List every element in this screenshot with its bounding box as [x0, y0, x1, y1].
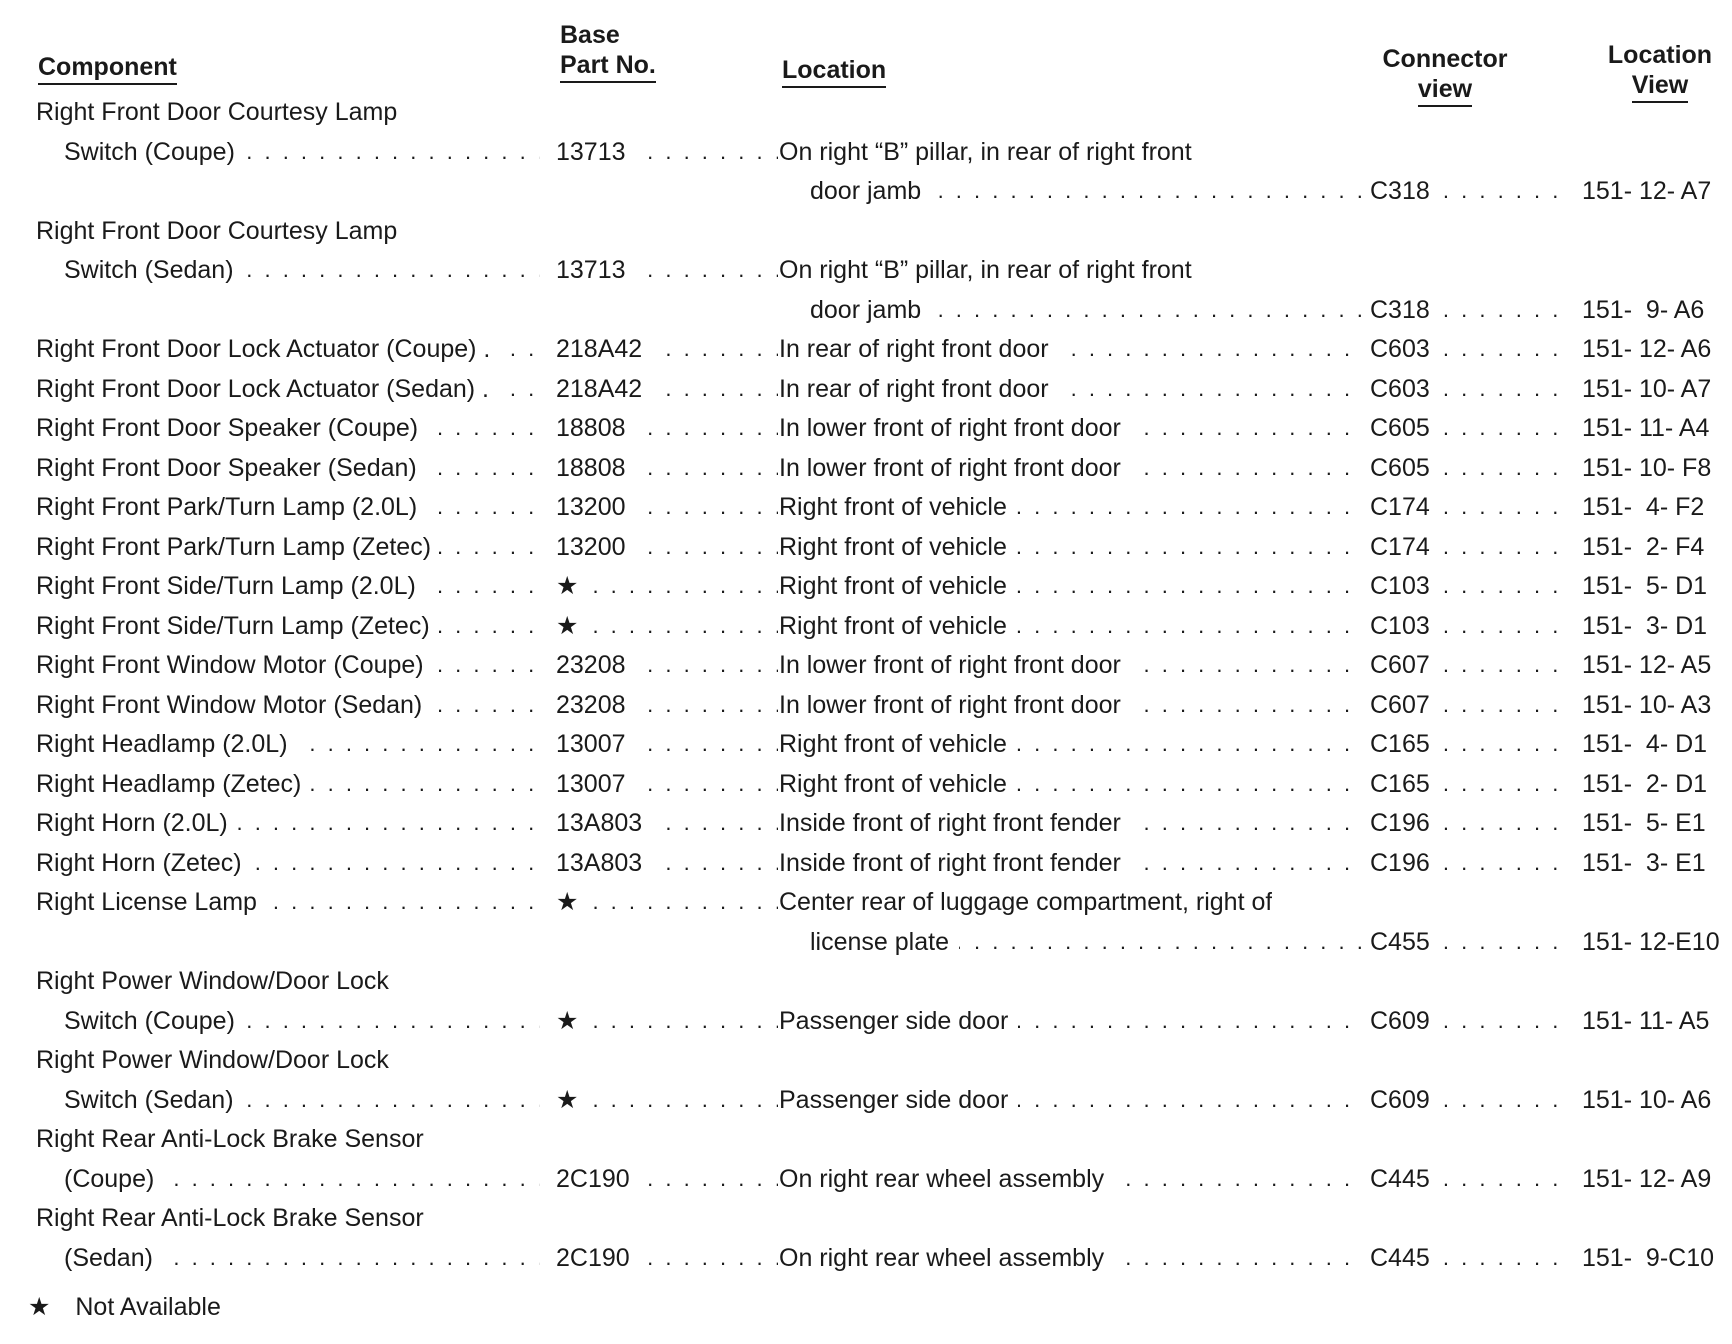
- table-row: [0, 411, 1732, 445]
- component-cell: Right Horn (Zetec): [36, 846, 250, 880]
- location-cell: On right rear wheel assembly: [779, 1162, 1114, 1196]
- table-row: [0, 688, 1732, 722]
- part-number-cell: 18808: [556, 411, 636, 445]
- header-component-label: Component: [38, 52, 177, 85]
- part-number-cell: 23208: [556, 688, 636, 722]
- header-connector-line2: view: [1418, 74, 1472, 107]
- component-cell: Right Power Window/Door Lock: [36, 1046, 389, 1074]
- leader-dots: [556, 885, 778, 919]
- part-number-cell: 2C190: [556, 1241, 640, 1275]
- location-cell: Right front of vehicle: [779, 569, 1017, 603]
- table-row: [0, 1043, 1732, 1077]
- location-cell: Right front of vehicle: [779, 609, 1017, 643]
- component-cell: Right Front Park/Turn Lamp (2.0L): [36, 490, 425, 524]
- component-cell: Right Front Door Courtesy Lamp: [36, 98, 398, 126]
- footnote-text: Not Available: [75, 1293, 221, 1321]
- component-cell: Right Rear Anti-Lock Brake Sensor: [36, 1125, 424, 1153]
- component-cell: Right Power Window/Door Lock: [36, 967, 389, 995]
- location-cell: In rear of right front door: [779, 372, 1059, 406]
- part-number-cell: 13007: [556, 727, 636, 761]
- table-row: [0, 925, 1732, 959]
- header-location-label: Location: [782, 55, 886, 88]
- table-row: [0, 1162, 1732, 1196]
- location-view-cell: 151- 12- A9: [1582, 1164, 1712, 1193]
- header-base-part-line2: Part No.: [560, 50, 656, 83]
- component-cell: Right Horn (2.0L): [36, 806, 236, 840]
- header-location: [782, 55, 886, 88]
- location-cell: Right front of vehicle: [779, 767, 1017, 801]
- connector-cell: C445: [1370, 1162, 1440, 1196]
- component-cell: Right Front Door Lock Actuator (Sedan) .: [36, 372, 497, 406]
- component-cell: Right Rear Anti-Lock Brake Sensor: [36, 1204, 424, 1232]
- table-row: [0, 253, 1732, 287]
- part-number-cell: ★: [556, 1004, 588, 1038]
- part-number-cell: ★: [556, 885, 588, 919]
- connector-cell: C174: [1370, 490, 1440, 524]
- component-cell: Right Front Side/Turn Lamp (2.0L): [36, 569, 424, 603]
- header-location-view-line1: Location: [1607, 41, 1713, 69]
- connector-cell: C445: [1370, 1241, 1440, 1275]
- connector-cell: C603: [1370, 332, 1440, 366]
- connector-cell: C165: [1370, 727, 1440, 761]
- header-base-part: [560, 20, 656, 83]
- component-cell: Right Front Window Motor (Sedan): [36, 688, 430, 722]
- table-row: [0, 609, 1732, 643]
- location-cell: On right rear wheel assembly: [779, 1241, 1114, 1275]
- location-view-cell: 151- 5- E1: [1582, 809, 1706, 837]
- part-number-cell: ★: [556, 609, 588, 643]
- part-number-cell: 13A803: [556, 846, 652, 880]
- table-row: [0, 1201, 1732, 1235]
- component-cell: (Sedan): [64, 1241, 161, 1275]
- part-number-cell: 13713: [556, 253, 636, 287]
- location-view-cell: 151- 9- A6: [1582, 295, 1705, 324]
- location-view-cell: 151- 3- E1: [1582, 848, 1706, 877]
- location-cell: Inside front of right front fender: [779, 846, 1131, 880]
- header-location-view-line2: View: [1632, 70, 1689, 103]
- component-cell: Right Front Side/Turn Lamp (Zetec): [36, 609, 438, 643]
- header-base-part-line1: Base: [560, 21, 620, 49]
- location-view-cell: 151- 5- D1: [1582, 572, 1708, 600]
- table-row: [0, 846, 1732, 880]
- table-row: [0, 372, 1732, 406]
- connector-cell: C605: [1370, 411, 1440, 445]
- location-view-cell: 151- 11- A5: [1582, 1006, 1710, 1035]
- location-view-cell: 151- 10- F8: [1582, 453, 1712, 482]
- table-row: [0, 214, 1732, 248]
- connector-cell: C318: [1370, 174, 1440, 208]
- table-row: [0, 332, 1732, 366]
- leader-dots: [556, 1083, 778, 1117]
- location-view-cell: 151- 10- A3: [1582, 690, 1712, 719]
- location-cell: In rear of right front door: [779, 332, 1059, 366]
- connector-cell: C318: [1370, 293, 1440, 327]
- location-view-cell: 151- 4- F2: [1582, 493, 1705, 521]
- location-view-cell: 151- 3- D1: [1582, 611, 1708, 640]
- location-cell: On right “B” pillar, in rear of right front: [779, 137, 1192, 166]
- location-view-cell: 151- 2- D1: [1582, 769, 1708, 798]
- component-cell: Right Front Park/Turn Lamp (Zetec): [36, 530, 439, 564]
- table-row: [0, 964, 1732, 998]
- part-number-cell: 218A42: [556, 372, 652, 406]
- part-number-cell: 13200: [556, 490, 636, 524]
- connector-cell: C174: [1370, 530, 1440, 564]
- component-cell: (Coupe): [64, 1162, 162, 1196]
- part-number-cell: 2C190: [556, 1162, 640, 1196]
- component-cell: Switch (Sedan): [64, 253, 242, 287]
- connector-cell: C103: [1370, 609, 1440, 643]
- location-view-cell: 151- 2- F4: [1582, 532, 1705, 561]
- footnote: [28, 1290, 221, 1324]
- connector-cell: C603: [1370, 372, 1440, 406]
- connector-cell: C103: [1370, 569, 1440, 603]
- location-view-cell: 151- 4- D1: [1582, 730, 1708, 758]
- connector-cell: C605: [1370, 451, 1440, 485]
- part-number-cell: 218A42: [556, 332, 652, 366]
- component-cell: Right Headlamp (Zetec): [36, 767, 309, 801]
- part-number-cell: ★: [556, 1083, 588, 1117]
- table-row: [0, 1004, 1732, 1038]
- connector-cell: C196: [1370, 806, 1440, 840]
- connector-cell: C196: [1370, 846, 1440, 880]
- connector-cell: C609: [1370, 1083, 1440, 1117]
- connector-cell: C455: [1370, 925, 1440, 959]
- component-cell: Right Front Door Courtesy Lamp: [36, 216, 398, 245]
- location-cell: door jamb: [810, 293, 931, 327]
- part-number-cell: 18808: [556, 451, 636, 485]
- location-cell: Passenger side door: [779, 1083, 1018, 1117]
- leader-dots: [556, 609, 778, 643]
- part-number-cell: 23208: [556, 648, 636, 682]
- table-row: [0, 451, 1732, 485]
- connector-cell: C165: [1370, 767, 1440, 801]
- component-cell: Right Front Door Speaker (Sedan): [36, 451, 425, 485]
- location-cell: On right “B” pillar, in rear of right front: [779, 256, 1192, 284]
- table-row: [0, 648, 1732, 682]
- part-number-cell: ★: [556, 569, 588, 603]
- table-row: [0, 135, 1732, 169]
- component-cell: Right Front Door Speaker (Coupe): [36, 411, 426, 445]
- location-cell: In lower front of right front door: [779, 451, 1131, 485]
- table-row: [0, 1083, 1732, 1117]
- location-view-cell: 151- 9-C10: [1582, 1243, 1715, 1272]
- location-cell: Center rear of luggage compartment, right of: [779, 888, 1273, 916]
- header-location-view: [1590, 40, 1730, 103]
- part-number-cell: 13200: [556, 530, 636, 564]
- table-row: [0, 569, 1732, 603]
- location-cell: Right front of vehicle: [779, 727, 1017, 761]
- location-cell: Right front of vehicle: [779, 530, 1017, 564]
- connector-cell: C609: [1370, 1004, 1440, 1038]
- location-view-cell: 151- 10- A6: [1582, 1085, 1712, 1114]
- table-row: [0, 767, 1732, 801]
- component-cell: Switch (Coupe): [64, 135, 243, 169]
- location-cell: In lower front of right front door: [779, 411, 1131, 445]
- location-cell: Inside front of right front fender: [779, 806, 1131, 840]
- star-icon: ★: [28, 1293, 51, 1321]
- table-row: [0, 95, 1732, 129]
- connector-cell: C607: [1370, 688, 1440, 722]
- connector-cell: C607: [1370, 648, 1440, 682]
- location-cell: license plate: [810, 925, 959, 959]
- location-cell: Passenger side door: [779, 1004, 1018, 1038]
- component-cell: Right License Lamp: [36, 885, 265, 919]
- header-connector-line1: Connector: [1382, 45, 1508, 73]
- leader-dots: [556, 569, 778, 603]
- table-row: [0, 885, 1732, 919]
- table-row: [0, 727, 1732, 761]
- table-row: [0, 174, 1732, 208]
- table-row: [0, 1122, 1732, 1156]
- component-cell: Right Headlamp (2.0L): [36, 727, 296, 761]
- component-cell: Right Front Door Lock Actuator (Coupe) .: [36, 332, 498, 366]
- part-number-cell: 13713: [556, 135, 636, 169]
- location-view-cell: 151- 10- A7: [1582, 374, 1712, 403]
- location-view-cell: 151- 11- A4: [1582, 414, 1710, 442]
- location-cell: In lower front of right front door: [779, 648, 1131, 682]
- component-cell: Switch (Coupe): [64, 1004, 243, 1038]
- part-number-cell: 13007: [556, 767, 636, 801]
- table-row: [0, 1241, 1732, 1275]
- location-view-cell: 151- 12-E10: [1582, 927, 1720, 956]
- part-number-cell: 13A803: [556, 806, 652, 840]
- location-cell: door jamb: [810, 174, 931, 208]
- table-row: [0, 806, 1732, 840]
- table-row: [0, 530, 1732, 564]
- location-view-cell: 151- 12- A7: [1582, 177, 1712, 205]
- header-component: [38, 52, 177, 85]
- location-view-cell: 151- 12- A5: [1582, 651, 1712, 679]
- component-cell: Switch (Sedan): [64, 1083, 242, 1117]
- component-cell: Right Front Window Motor (Coupe): [36, 648, 432, 682]
- table-row: [0, 490, 1732, 524]
- location-view-cell: 151- 12- A6: [1582, 335, 1712, 363]
- location-cell: In lower front of right front door: [779, 688, 1131, 722]
- table-row: [0, 293, 1732, 327]
- leader-dots: [556, 1004, 778, 1038]
- location-cell: Right front of vehicle: [779, 490, 1017, 524]
